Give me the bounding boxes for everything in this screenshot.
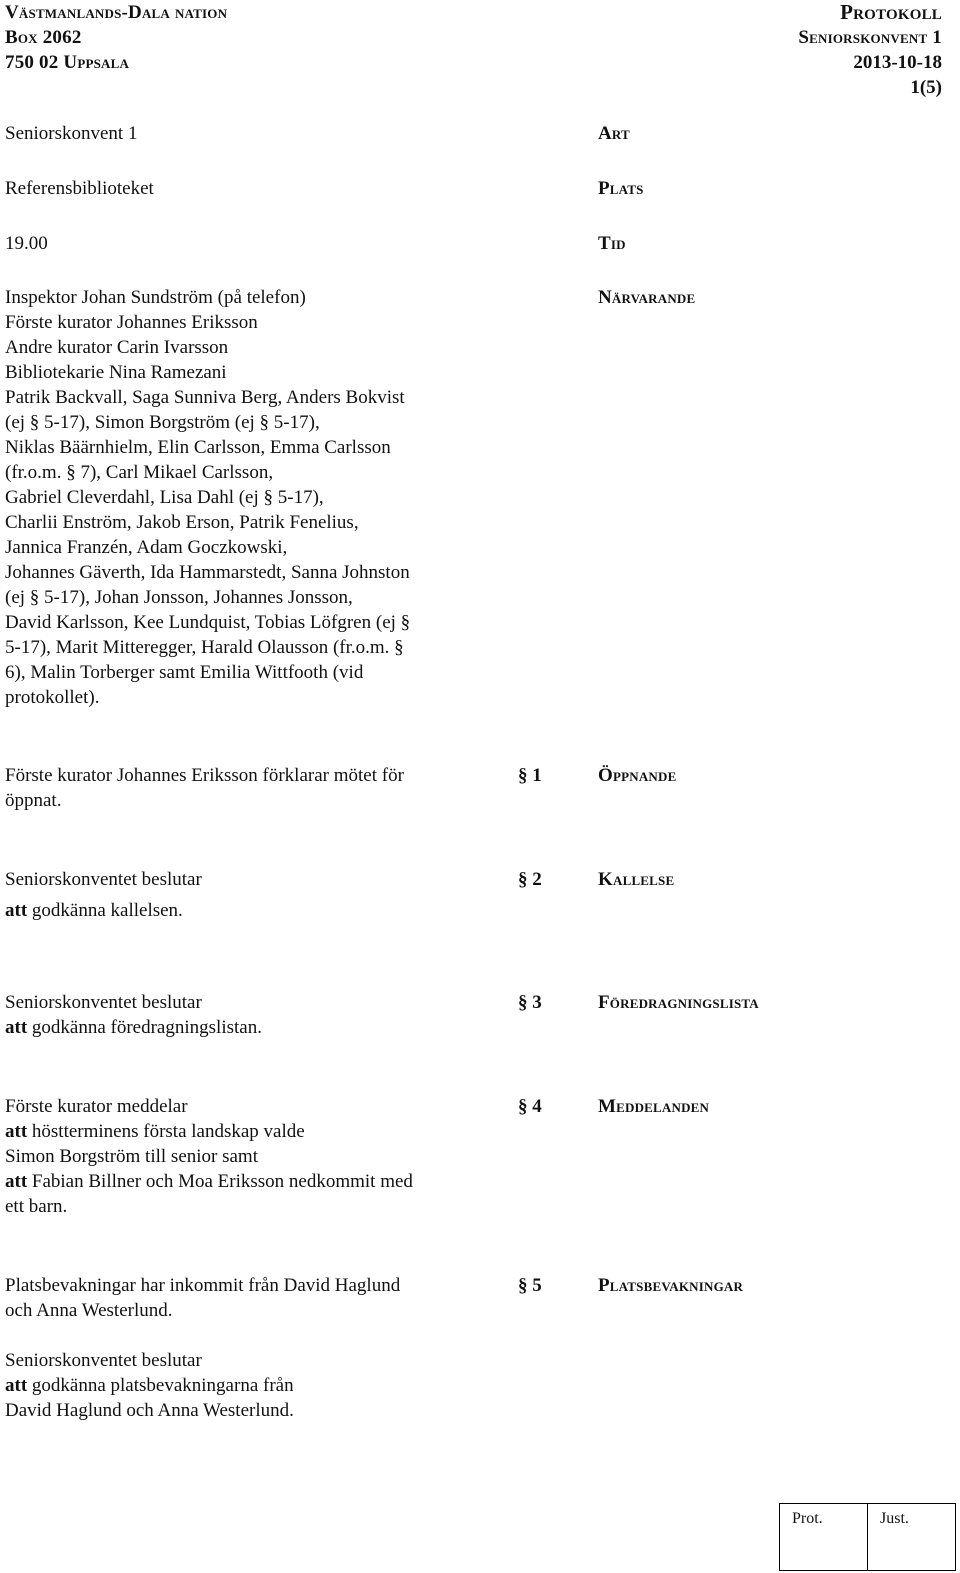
section-2-body (5, 867, 495, 923)
meta-time-value: 19.00 (5, 233, 48, 254)
section-2-heading: Kallelse (598, 869, 675, 890)
attendee-line: Bibliotekarie Nina Ramezani (5, 362, 227, 383)
org-postal: 750 02 Uppsala (5, 52, 130, 73)
section-line: ett barn. (5, 1196, 68, 1217)
attendee-line: Patrik Backvall, Saga Sunniva Berg, Anders Bokvist (5, 387, 405, 408)
attendee-line: (fr.o.m. § 7), Carl Mikael Carlsson, (5, 462, 274, 483)
attendee-line: protokollet). (5, 687, 100, 708)
attendee-line: Niklas Bäärnhielm, Elin Carlsson, Emma Carlsson (5, 437, 391, 458)
meeting-name: Seniorskonvent 1 (798, 27, 942, 48)
section-line: David Haglund och Anna Westerlund. (5, 1400, 294, 1421)
letterhead-doc-info (798, 0, 942, 100)
attendees-list (5, 285, 495, 710)
page-number: 1(5) (910, 77, 942, 98)
section-5-number: § 5 (518, 1275, 542, 1296)
attendee-line: Andre kurator Carin Ivarsson (5, 337, 229, 358)
section-2-number: § 2 (518, 869, 542, 890)
section-1-number: § 1 (518, 765, 542, 786)
section-5-heading: Platsbevakningar (598, 1275, 744, 1296)
section-line: Seniorskonventet beslutar (5, 869, 202, 890)
attendee-line: Förste kurator Johannes Eriksson (5, 312, 258, 333)
meta-type-label: Art (598, 123, 630, 144)
org-name: Västmanlands-Dala nation (5, 2, 228, 23)
meta-place-value: Referensbiblioteket (5, 178, 154, 199)
section-line: att godkänna kallelsen. (5, 900, 183, 921)
section-3-number: § 3 (518, 992, 542, 1013)
section-1-body (5, 763, 495, 813)
section-line: att godkänna föredragningslistan. (5, 1017, 262, 1038)
section-1-heading: Öppnande (598, 765, 677, 786)
prot-cell: Prot. (780, 1504, 868, 1570)
meta-type-value: Seniorskonvent 1 (5, 123, 138, 144)
section-3-heading: Föredragningslista (598, 992, 759, 1013)
org-box: Box 2062 (5, 27, 82, 48)
attendee-line: David Karlsson, Kee Lundquist, Tobias Löfgren (ej § (5, 612, 411, 633)
section-line: Simon Borgström till senior samt (5, 1146, 258, 1167)
attendee-line: 5-17), Marit Mitteregger, Harald Olausson (fr.o.m. § (5, 637, 404, 658)
section-4-number: § 4 (518, 1096, 542, 1117)
meta-place-label: Plats (598, 178, 644, 199)
section-4-heading: Meddelanden (598, 1096, 710, 1117)
section-line: Platsbevakningar har inkommit från David Haglund (5, 1275, 401, 1296)
attendee-line: Charlii Enström, Jakob Erson, Patrik Fenelius, (5, 512, 359, 533)
attendee-line: (ej § 5-17), Johan Jonsson, Johannes Jonsson, (5, 587, 353, 608)
section-line: att Fabian Billner och Moa Eriksson nedkommit med (5, 1171, 413, 1192)
signature-box (779, 1503, 956, 1571)
section-line (5, 1323, 495, 1348)
meeting-date: 2013-10-18 (853, 52, 942, 73)
attendee-line: 6), Malin Torberger samt Emilia Wittfooth (vid (5, 662, 364, 683)
doc-type: Protokoll (840, 0, 942, 24)
attendee-line: Johannes Gäverth, Ida Hammarstedt, Sanna Johnston (5, 562, 410, 583)
section-line: Seniorskonventet beslutar (5, 992, 202, 1013)
section-4-body (5, 1094, 495, 1219)
section-line: Förste kurator Johannes Eriksson förklarar mötet för (5, 765, 404, 786)
section-line: Seniorskonventet beslutar (5, 1350, 202, 1371)
section-line: öppnat. (5, 790, 62, 811)
just-cell: Just. (880, 1510, 909, 1527)
attendee-line: (ej § 5-17), Simon Borgström (ej § 5-17), (5, 412, 320, 433)
section-line: Förste kurator meddelar (5, 1096, 188, 1117)
letterhead-address (5, 0, 227, 75)
section-5-body (5, 1273, 495, 1423)
attendee-line: Gabriel Cleverdahl, Lisa Dahl (ej § 5-17), (5, 487, 324, 508)
section-line: och Anna Westerlund. (5, 1300, 173, 1321)
section-3-body (5, 990, 495, 1040)
attendee-line: Inspektor Johan Sundström (på telefon) (5, 287, 306, 308)
section-line: att höstterminens första landskap valde (5, 1121, 305, 1142)
attendees-label: Närvarande (598, 287, 696, 308)
meta-time-label: Tid (598, 233, 626, 254)
section-line: att godkänna platsbevakningarna från (5, 1375, 294, 1396)
attendee-line: Jannica Franzén, Adam Goczkowski, (5, 537, 288, 558)
